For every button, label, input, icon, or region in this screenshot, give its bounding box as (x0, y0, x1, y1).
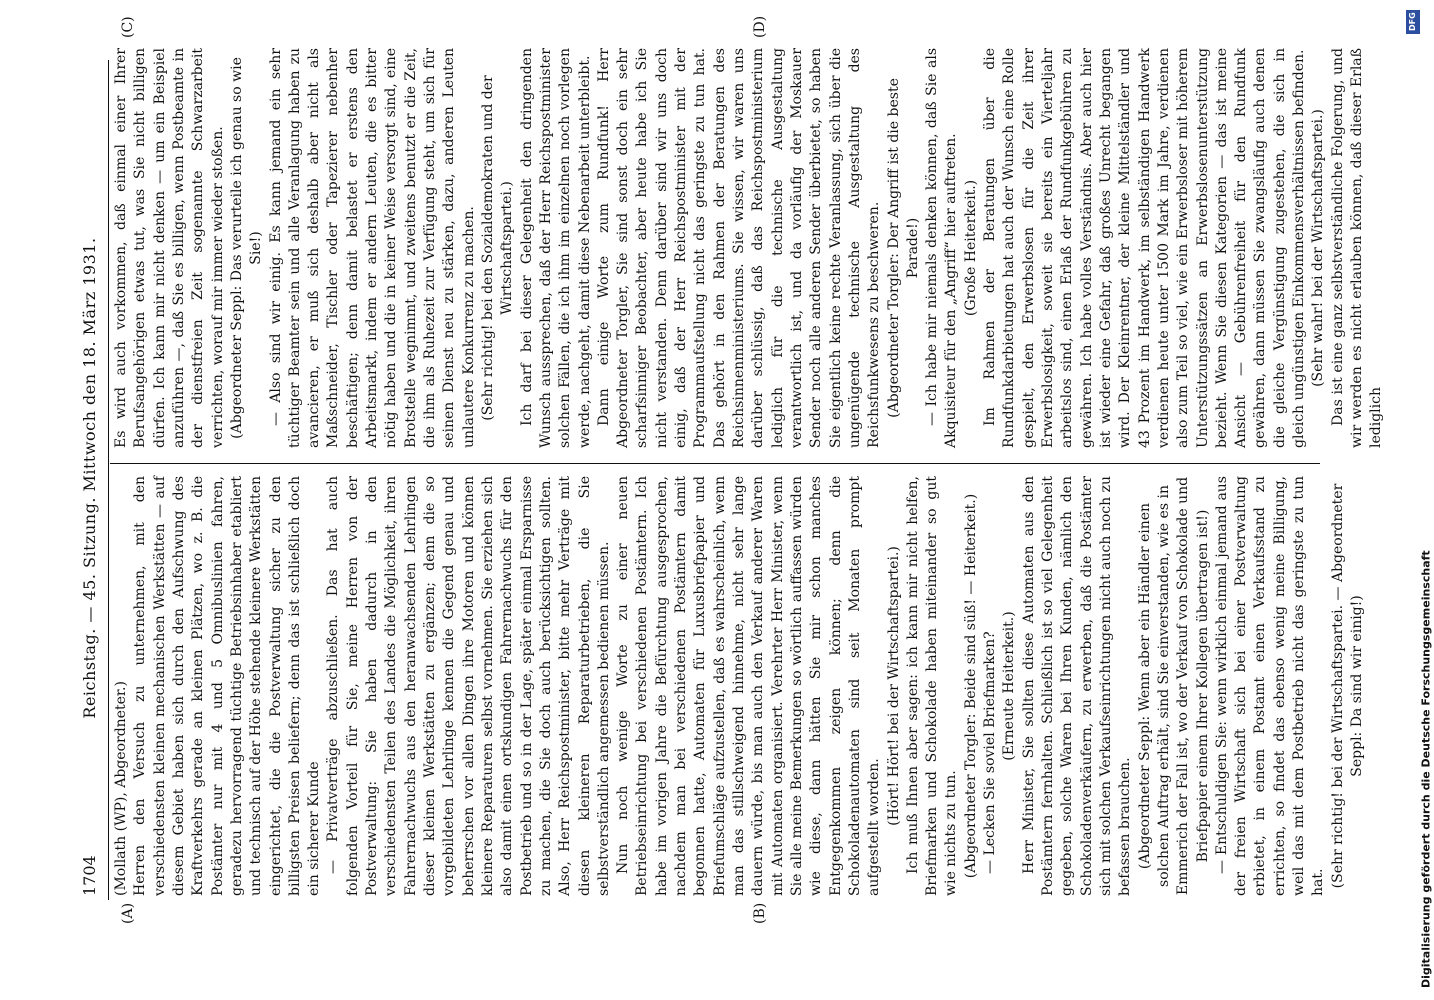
paragraph: Herren den Versuch zu unternehmen, mit den verschiedensten kleinen mechanischen Werkstätten — auf diesem Gebiet haben sich durch den Aufschwung des Kraftverkehrs gerade an kleinen Plätzen, wo z. B. die Postämter nur mit 4 und 5 Omnibuslinien fahren, geradezu hervorragend tüchtige Betriebsinhaber etabliert und technisch auf der Höhe stehende kleinere Werkstätten eingerichtet, die die Postverwaltung sicher zu den billigsten Preisen beliefern; denn das ist schließlich doch ein sicherer Kunde (132, 476, 323, 896)
interjection: (Sehr richtig! bei der Wirtschaftspartei. — Abgeordneter Seppl: Da sind wir einig!) (1329, 483, 1365, 889)
paragraph: Ich muß Ihnen aber sagen: ich kann mir nicht helfen, Briefmarken und Schokolade haben miteinander so gut wie nichts zu tun. (904, 476, 960, 896)
interjection: (Abgeordneter Seppl: Wenn aber ein Händler einen solchen Auftrag erhält, sind Sie einverstanden, wie es in Emmerich der Fall ist, wo der Verkauf von Schokolade und Briefpapier einem Ihrer Kollegen übertragen ist!) (1136, 476, 1211, 896)
margin-mark-c: (C) (120, 16, 136, 38)
interjection: (Abgeordneter Seppl: Das verurteile ich genau so wie Sie!) (228, 57, 265, 439)
paragraph: Herr Minister, Sie sollten diese Automaten aus den Postämtern fernhalten. Schließlich ist so viel Gelegenheit gegeben, solche Waren bei Ihren Kunden, nämlich den Schokoladenverkäufern, zu erwerben, daß die Postämter sich mit solchen Verkaufseinrichtungen nicht auch noch zu befassen brauchen. (1020, 476, 1134, 896)
paragraph: Es wird auch vorkommen, daß einmal einer Ihrer Berufsangehörigen etwas tut, was Sie nicht billigen dürfen. Ich kann mir nicht denken — um ein Beispiel anzuführen —, daß Sie es billigen, wenn Postbeamte in der dienstfreien Zeit sogenannte Schwarzarbeit verrichten, worauf mir immer wieder stoßen. (113, 48, 226, 448)
interjection: (Abgeordneter Torgler: Beide sind süß! — Heiterkeit.) (962, 493, 979, 879)
paragraph: — Privatverträge abzuschließen. Das hat auch folgenden Vorteil für Sie, meine Herren von der Postverwaltung: Sie haben dadurch in den verschiedensten Teilen des Landes die Möglichkeit, ihren Fahrernachwuchs aus den heranwachsenden Lehrlingen dieser kleinen Werkstätten zu ergänzen; denn die so vorgebildeten Lehrlinge kennen die Gegend genau und beherrschen vor allen Dingen ihre Motoren und können kleinere Reparaturen selbst vornehmen. Sie erziehen sich also damit einen ortskundigen Fahrernachwuchs für den Postbetrieb und so in der Lage, später einmal Ersparnisse zu machen, die Sie doch auch berücksichtigen sollten. Also, Herr Reichspostminister, bitte mehr Verträge mit diesen kleineren Reparaturbetrieben, die Sie selbstverständlich angemessen bedienen müssen. (325, 476, 612, 896)
page-header (76, 60, 106, 896)
interjection: (Hört! Hört! bei der Wirtschaftspartei.) (885, 546, 902, 826)
paragraph: — Lecken Sie soviel Briefmarken? (982, 631, 999, 874)
interjection: (Abgeordneter Torgler: Der Angriff ist die beste Parade!) (885, 78, 921, 418)
running-head: Reichstag. — 45. Sitzung. Mittwoch den 18. März 1931. (80, 237, 99, 719)
paragraph: Dann einige Worte zum Rundfunk! Herr Abgeordneter Torgler, Sie sind sonst doch ein sehr scharfsinniger Beobachter, aber heute habe ich Sie nicht verstanden. Denn darüber sind wir uns doch einig, daß der Herr Reichspostminister mit der Programmaufstellung nicht das geringste zu tun hat. Das gehört in den Rahmen der Beratungen des Reichsinnenministeriums. Sie wissen, wir waren uns darüber schlüssig, daß das Reichspostministerium lediglich für die technische Ausgestaltung verantwortlich ist, und da vorläufig der Moskauer Sender noch alle anderen Sender überbietet, so haben Sie eigentlich keine rechte Veranlassung, sich über die ungenügende technische Ausgestaltung des Reichsfunkwesens zu beschweren. (595, 48, 883, 448)
header-rule (108, 60, 109, 900)
page-number: 1704 (80, 855, 99, 896)
margin-mark-b: (B) (752, 902, 768, 924)
interjection: (Große Heiterkeit.) (962, 179, 979, 317)
paragraph: — Entschuldigen Sie: wenn wirklich einmal jemand aus der freien Wirtschaft sich bei einer Postverwaltung erbietet, in einem Postamt einen Verkaufsstand zu errichten, so findet das ebenso wenig meine Billigung, weil das mit dem Postbetrieb nicht das geringste zu tun hat. (1213, 476, 1327, 896)
paragraph: Im Rahmen der Beratungen über die Rundfunkdarbietungen hat auch der Wunsch eine Rolle gespielt, den Erwerbslosen für die Zeit ihrer Erwerbslosigkeit, soweit sie bereits ein Vierteljahr arbeitslos sind, einen Erlaß der Rundfunkgebühren zu gewähren. Ich habe volles Verständnis. Aber auch hier ist wieder eine Gefahr, daß großes Unrecht begangen wird. Der Kleinrentner, der kleine Mittelständler und 43 Prozent im Handwerk, im selbständigen Handwerk verdienen heute unter 1500 Mark im Jahre, verdienen also zum Teil so viel, wie ein Erwerbsloser mit höherem Unterstützungssätzen an Erwerbslosenunterstützung bezieht. Wenn Sie diesen Kategorien — das ist meine Ansicht — Gebührenfreiheit für den Rundfunk gewähren, dann müssen Sie zwangsläufig auch denen die gleiche Vergünstigung zugestehen, die sich in gleich ungünstigen Einkommensverhältnissen befinden. (982, 48, 1308, 448)
interjection: (Sehr wahr! bei der Wirtschaftspartei.) (1310, 109, 1327, 387)
margin-mark-a: (A) (120, 902, 136, 924)
paragraph: Nun noch wenige Worte zu einer neuen Betriebseinrichtung bei verschiedenen Postämtern. Ich habe im vorigen Jahre die Befürchtung ausgesprochen, nachdem man bei verschiedenen Postämtern damit begonnen hatte, Automaten für Luxusbriefpapier und Briefumschläge aufzustellen, daß es wahrscheinlich, wenn man das stillschweigend hinnehme, nicht sehr lange dauern würde, bis man auch den Verkauf anderer Waren mit Automaten organisiert. Verehrter Herr Minister, wenn Sie alle meine Bemerkungen so wörtlich auffassen würden wie diese, dann hätten Sie mir schon manches Entgegenkommen zeigen können; denn die Schokoladenautomaten sind seit Monaten prompt aufgestellt worden. (615, 476, 883, 896)
interjection: (Sehr richtig! bei den Sozialdemokraten und der Wirtschaftspartei.) (479, 75, 516, 421)
left-column (112, 476, 1367, 896)
paragraph: — Ich habe mir niemals denken können, daß Sie als Akquisiteur für den „Angriff“ hier auftreten. (924, 48, 960, 448)
interjection: (Erneute Heiterkeit.) (1001, 611, 1018, 761)
right-column (112, 48, 1387, 448)
paragraph: Ich darf bei dieser Gelegenheit den dringenden Wunsch aussprechen, daß der Herr Reichspostminister solchen Fällen, die ich ihm im einzelnen noch vorlegen werde, nachgeht, damit diese Nebenarbeit unterbleibt. (518, 48, 593, 448)
funding-notice: Digitalisierung gefördert durch die Deutsche Forschungsgemeinschaft (1420, 550, 1433, 988)
paragraph: — Also sind wir einig. Es kann jemand ein sehr tüchtiger Beamter sein und alle Veranlagung haben zu avancieren, er muß sich deshalb aber nicht als Maßschneider, Tischler oder Tapezierer nebenher beschäftigen; denn damit belastet er erstens den Arbeitsmarkt, indem er andern Leuten, die es bitter nötig haben und die in keiner Weise versorgt sind, eine Brotstelle wegnimmt, und zweitens benutzt er die Zeit, die ihm als Ruhezeit zur Verfügung steht, um sich für seinen Dienst neu zu stärken, dazu, anderen Leuten unlautere Konkurrenz zu machen. (267, 48, 477, 448)
margin-mark-d: (D) (752, 15, 768, 38)
dfg-logo: DFG (1406, 10, 1420, 34)
speaker-line: (Mollath (WP), Abgeordneter.) (113, 681, 129, 896)
paragraph: Das ist eine ganz selbstverständliche Folgerung, und wir werden es nicht erlauben können, daß dieser Erlaß lediglich (1329, 48, 1385, 448)
funding-sidebar (1404, 0, 1433, 1000)
column-divider (110, 463, 1320, 464)
